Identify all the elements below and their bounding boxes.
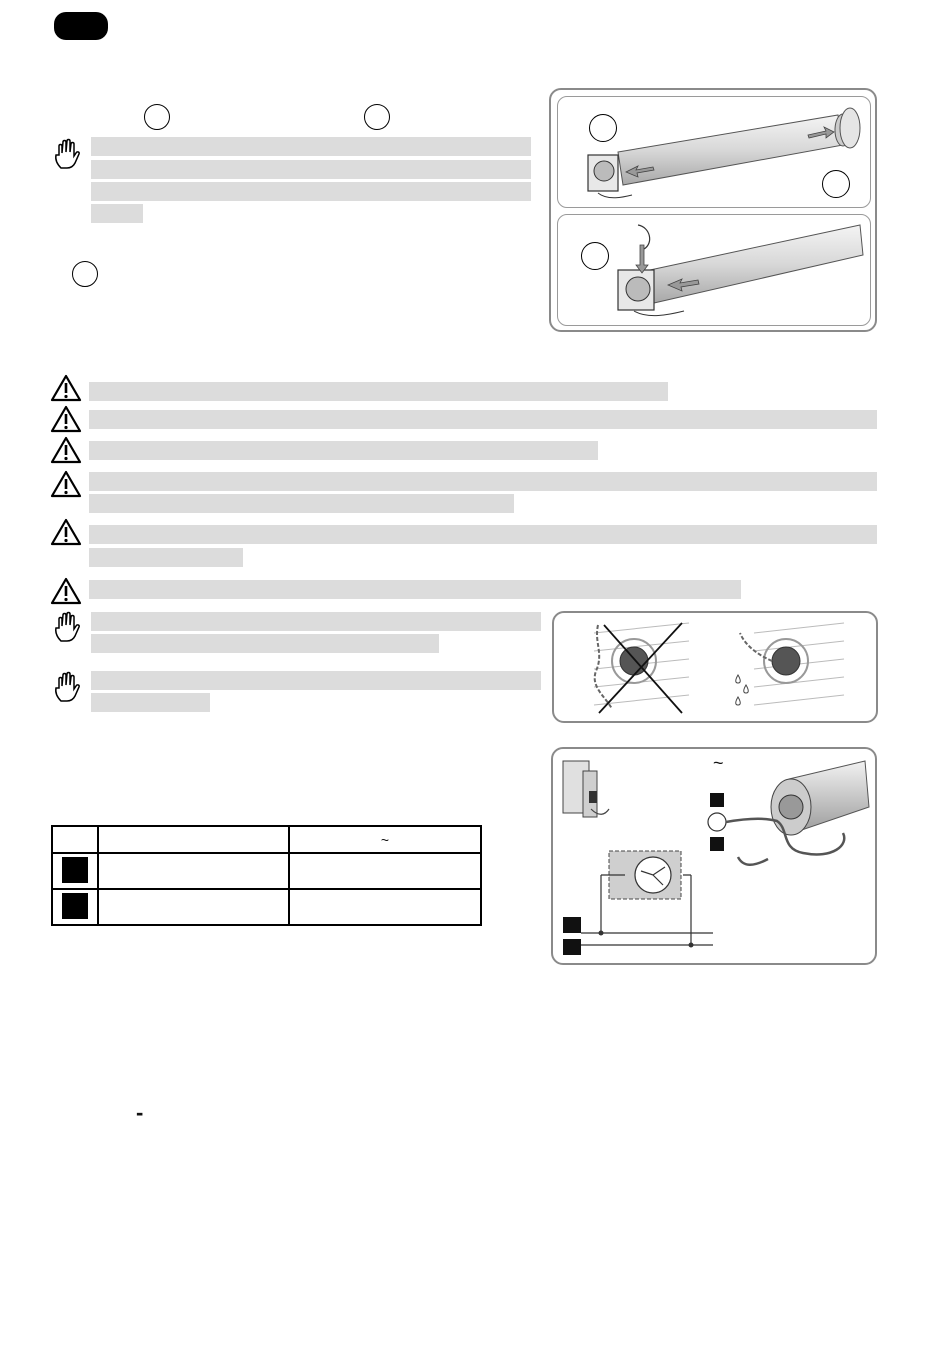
text-line (91, 612, 541, 631)
text-line (91, 182, 531, 201)
table-header-cell (52, 826, 98, 853)
callout-circle-2 (364, 104, 390, 130)
warning-icon (50, 577, 82, 605)
warning-icon (50, 405, 82, 433)
figure-cable-drip (552, 611, 878, 723)
warning-text-line (89, 580, 741, 599)
table-header-row (52, 826, 481, 853)
subfigure-bottom (557, 214, 871, 326)
table-cell (98, 889, 289, 925)
text-line (91, 634, 439, 653)
warning-text-line (89, 472, 877, 491)
table-cell (289, 889, 481, 925)
wiring-diagram (553, 749, 875, 963)
cable-drip-drawing (554, 613, 876, 721)
table-cell (52, 889, 98, 925)
hand-stop-icon (52, 138, 82, 170)
hand-stop-icon (52, 671, 82, 703)
table-row (52, 889, 481, 925)
wiring-table (51, 825, 482, 926)
callout-circle-fig-a (589, 114, 617, 142)
terminal-square-icon (62, 893, 88, 919)
warning-text-line (89, 525, 877, 544)
warning-icon (50, 374, 82, 402)
hand-stop-icon (52, 611, 82, 643)
text-line (91, 693, 210, 712)
terminal-square-icon (62, 857, 88, 883)
text-line (91, 137, 531, 156)
callout-circle-fig-b (822, 170, 850, 198)
figure-motor-insertion (549, 88, 877, 332)
callout-circle-1 (144, 104, 170, 130)
warning-icon (50, 470, 82, 498)
warning-text-line (89, 441, 598, 460)
warning-icon (50, 436, 82, 464)
warning-text-line (89, 548, 243, 567)
warning-text-line (89, 410, 877, 429)
callout-circle-fig-c (581, 242, 609, 270)
warning-text-line (89, 494, 514, 513)
table-row (52, 853, 481, 889)
callout-circle-3 (72, 261, 98, 287)
table-cell (289, 853, 481, 889)
footer-dash: - (136, 1100, 144, 1125)
figure-power-wiring (551, 747, 877, 965)
text-line (91, 671, 541, 690)
ac-symbol: ~ (713, 753, 724, 773)
table-header-cell (98, 826, 289, 853)
subfigure-top (557, 96, 871, 208)
text-line (91, 160, 531, 179)
table-header-cell: ~ (289, 826, 481, 853)
table-cell (52, 853, 98, 889)
motor-tube-drawing-2 (558, 215, 872, 327)
warning-icon (50, 518, 82, 546)
warning-text-line (89, 382, 668, 401)
text-line (91, 204, 143, 223)
language-badge (54, 12, 108, 40)
table-cell (98, 853, 289, 889)
